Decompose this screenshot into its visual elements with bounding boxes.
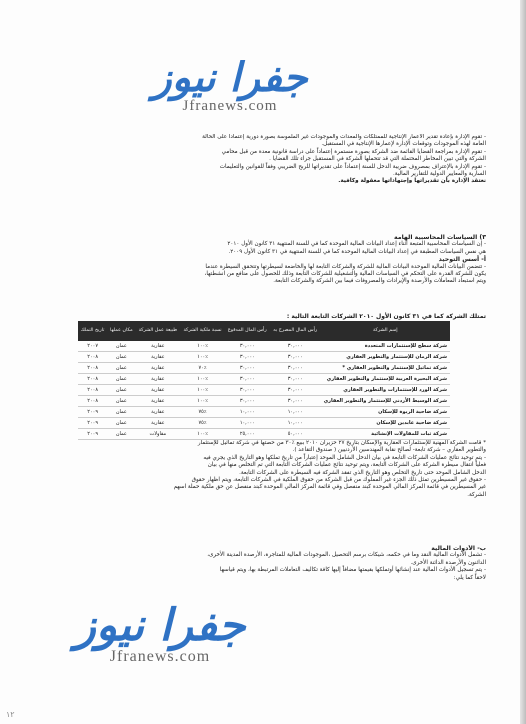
column-header: مكان عملها (107, 321, 135, 341)
text-line: السارية والمعايير الدولية للتقارير المالية. (392, 171, 486, 178)
cell-location: عمان (107, 374, 135, 385)
cell-ownership: ٪١٠٠ (180, 374, 224, 385)
cell-date: ٢٠٠٩ (78, 418, 107, 429)
cell-authorized-capital: ٣٠,٠٠٠ (270, 363, 321, 374)
cell-company: شركة سطح للإستثمارات المتعددة (321, 341, 450, 352)
cell-date: ٢٠٠٨ (78, 396, 107, 407)
column-header: رأس المال المصرح به (270, 321, 321, 341)
table-row (78, 374, 450, 385)
column-header: تاريخ التملك (78, 321, 107, 341)
cell-paid-capital: ١٠,٠٠٠ (225, 407, 270, 418)
logo-arabic: جفرا نيوز (152, 54, 308, 101)
watermark-logo-top (150, 56, 310, 115)
cell-date: ٢٠٠٩ (78, 407, 107, 418)
cell-location: عمان (107, 385, 135, 396)
cell-activity: عقارية (135, 396, 180, 407)
cell-paid-capital: ٣٠,٠٠٠ (225, 385, 270, 396)
cell-activity: عقارية (135, 363, 180, 374)
table-header-row (78, 321, 450, 341)
cell-location: عمان (107, 341, 135, 352)
text-line: والتطوير العقاري – شركة تابعة- لصالح نقابة المهندسين الأردنيين ( صندوق التقاعد ). (292, 447, 486, 454)
cell-activity: عقارية (135, 341, 180, 352)
cell-activity: عقارية (135, 374, 180, 385)
cell-company: شركة ثبات للمقاولات الإنشائية (321, 429, 450, 440)
cell-location: عمان (107, 352, 135, 363)
cell-company: شركة الوسيط الأردني للإستثمار والتطوير العقاري (321, 396, 450, 407)
cell-activity: مقاولات (135, 429, 180, 440)
cell-ownership: ٪١٠٠ (180, 385, 224, 396)
text-line: فعلياً انتقال سيطرة الشركة على الشركات التابعة، ويتم توحيد نتائج عمليات الشركات التابعة التي تم التخلص منها في بيان (207, 462, 486, 469)
table-row (78, 418, 450, 429)
cell-paid-capital: ٣٠,٠٠٠ (225, 363, 270, 374)
text-line: - تقوم الإدارة بمراجعة القضايا القائمة ضد الشركة بصورة مستمرة إعتماداً على دراسة قانونية معدة من قبل محامي (221, 148, 486, 155)
text-line: الشركة والتي تبين المخاطر المحتملة التي قد تتحملها الشركة في المستقبل جراء تلك القضايا . (269, 156, 486, 163)
text-line: - تتضمن البيانات المالية الموحدة البيانات المالية للشركة والشركات التابعة لها والخاضعة لسيطرتها وتتحقق السيطرة عندما (205, 263, 486, 270)
text-line: - إن السياسات المحاسبية المتبعة أثناء إعداد البيانات المالية الموحدة كما في للسنة المنتهية ٣١ كانون الأول ٢٠١٠ (227, 241, 486, 248)
text-line: - يتم توحيد نتائج عمليات الشركات التابعة في بيان الدخل الشامل الموحد إعتباراً من تاريخ تملكها وهو التاريخ الذي يجري فيه (203, 454, 486, 461)
cell-activity: عقارية (135, 418, 180, 429)
scan-edge (520, 0, 526, 724)
accounting-policies-section (86, 234, 486, 286)
cell-date: ٢٠٠٨ (78, 374, 107, 385)
logo-arabic: جفرا نيوز (74, 600, 246, 651)
cell-ownership: ٪٧٥ (180, 418, 224, 429)
cell-location: عمان (107, 363, 135, 374)
cell-company: شركة ضاحية عابدين للإسكان (321, 418, 450, 429)
cell-authorized-capital: ١٠,٠٠٠ (270, 418, 321, 429)
cell-ownership: ٪٧٠ (180, 363, 224, 374)
cell-activity: عقارية (135, 385, 180, 396)
cell-activity: عقارية (135, 407, 180, 418)
cell-authorized-capital: ٣٠,٠٠٠ (270, 385, 321, 396)
cell-location: عمان (107, 429, 135, 440)
cell-company: شركة ضاحية الربوة للإسكان (321, 407, 450, 418)
text-line: يكون للشركة القدرة على التحكم في السياسات المالية والتشغيلية للشركات التابعة وذلك للحصول على منافع من انشطتها، (204, 271, 486, 278)
cell-paid-capital: ٣٠,٠٠٠ (225, 396, 270, 407)
page-number: ١٢ (6, 710, 15, 719)
cell-date: ٢٠٠٨ (78, 385, 107, 396)
text-line: لاحقاً كما يلي: (453, 574, 486, 581)
cell-company: شركة البحيرة العربية للإستثمار والتطوير العقاري (321, 374, 450, 385)
consolidation-notes (86, 440, 486, 499)
column-header: رأس المال المدفوع (225, 321, 270, 341)
table-row (78, 429, 450, 440)
logo-url: Jfranews.com (109, 648, 211, 665)
section-heading: ٣) السياسات المحاسبية الهامة (394, 234, 486, 241)
text-line: - يتم تسجيل الأدوات المالية عند إنشائها أوتملكها بقيمتها مضافاً إليها كافة تكاليف التعاملات المرتبطة بها، ويتم قياسها (219, 567, 486, 574)
text-line: العامة لهذه الموجودات وتوقعات الإدارة لإعمارها الإنتاجية في المستقبل. (321, 141, 486, 148)
text-line: نعتقد الإدارة بأن تقديراتها وإجتهاداتها معقولة وكافية. (338, 178, 486, 185)
cell-authorized-capital: ٣٠,٠٠٠ (270, 341, 321, 352)
text-line: الدخل الشامل الموحد حتى تاريخ التخلص وهو التاريخ الذي تفقد الشركة فيه السيطرة على الشركات التابعة. (239, 469, 486, 476)
cell-paid-capital: ٣٠,٠٠٠ (225, 341, 270, 352)
cell-authorized-capital: ٣٠,٠٠٠ (270, 396, 321, 407)
table-caption: تمتلك الشركة كما في ٣١ كانون الأول ٢٠١٠ الشركات التابعة التالية : (286, 313, 486, 320)
cell-company: شركة الورد للإستثمارات والتطوير العقاري (321, 385, 450, 396)
cell-ownership: ٪٧٥ (180, 407, 224, 418)
table-row (78, 341, 450, 352)
cell-date: ٢٠٠٧ (78, 341, 107, 352)
subsection-heading: ب- الأدوات المالية (431, 545, 486, 552)
cell-location: عمان (107, 396, 135, 407)
cell-date: ٢٠٠٩ (78, 429, 107, 440)
cell-paid-capital: ٢٥,٠٠٠ (225, 429, 270, 440)
logo-url: Jfranews.com (182, 98, 278, 114)
cell-paid-capital: ٣٠,٠٠٠ (225, 374, 270, 385)
column-header: إسم الشركة (321, 321, 450, 341)
watermark-logo-bottom (65, 602, 255, 666)
cell-location: عمان (107, 418, 135, 429)
cell-company: شركة تماثيل للإستثمار والتطوير العقاري * (321, 363, 450, 374)
financial-instruments-section (86, 545, 486, 582)
text-line: غير المسيطرين في قائمة المركز المالي الموحدة كبند منفصل وفي قائمة المركز المالي الموحدة كبند منفصل عن حق ملكية حملة اسهم (173, 484, 486, 491)
estimates-paragraph (86, 134, 486, 186)
text-line: هي نفس السياسات المطبقة في إعداد البيانات المالية الموحدة كما في للسنة المنتهية في ٣١ كانون الأول ٢٠٠٩. (228, 248, 486, 255)
cell-company: شركة الرمان للإستثمار والتطوير العقاري (321, 352, 450, 363)
text-line: ويتم استبعاد المعاملات والأرصدة والإيرادات والمصروفات فيما بين الشركة والشركات التابعة. (273, 278, 486, 285)
cell-ownership: ٪١٠٠ (180, 352, 224, 363)
text-line: الشركة. (467, 491, 486, 498)
cell-authorized-capital: ١٠,٠٠٠ (270, 407, 321, 418)
column-header: طبيعة عمل الشركة (135, 321, 180, 341)
table-row (78, 363, 450, 374)
cell-date: ٢٠٠٨ (78, 352, 107, 363)
cell-authorized-capital: ٥٠,٠٠٠ (270, 429, 321, 440)
text-line: - تشمل الأدوات المالية النقد وما في حكمه، شيكات برسم التحصيل ،الموجودات المالية للمتاجرة، الأرصدة المدينة الأخرى، (207, 552, 486, 559)
cell-authorized-capital: ٣٠,٠٠٠ (270, 374, 321, 385)
cell-location: عمان (107, 407, 135, 418)
cell-paid-capital: ١٠,٠٠٠ (225, 418, 270, 429)
cell-ownership: ٪١٠٠ (180, 396, 224, 407)
table-row (78, 385, 450, 396)
cell-ownership: ٪١٠٠ (180, 429, 224, 440)
table-row (78, 407, 450, 418)
cell-ownership: ٪١٠٠ (180, 341, 224, 352)
cell-activity: عقارية (135, 352, 180, 363)
subsidiaries-table (78, 321, 450, 440)
text-line: - حقوق غير المسيطرين تمثل ذلك الجزء غير المملوك من قبل الشركة من حقوق الملكية في الشركات التابعة، ويتم اظهار حقوق (191, 477, 486, 484)
column-header: نسبة ملكية الشركة (180, 321, 224, 341)
cell-date: ٢٠٠٨ (78, 363, 107, 374)
text-line: - تقوم الإدارة بالإعتراف بمصروف ضريبة الدخل للسنة إعتماداً على تقديراتها للربح الضريبي وفقاً للقوانين والتعليمات (219, 163, 486, 170)
cell-authorized-capital: ٣٠,٠٠٠ (270, 352, 321, 363)
subsection-heading: أ- أسس التوحيد (438, 256, 486, 264)
text-line: * قامت الشركة المهنية للإستثمارات العقارية والإسكان بتاريخ ٢٧ حزيران ٢٠١٠ ببيع ٪٣٠ من حصتها في شركة تماثيل للإستثمار (197, 440, 486, 446)
text-line: الدائنون والأرصدة الدائنة الأخرى. (410, 559, 486, 566)
text-line: - تقوم الإدارة بإعادة تقدير الأعمار الإنتاجية للممتلكات والمعدات والموجودات غير الملموسة بصورة دورية إعتماداً على الحالة (202, 134, 486, 140)
table-row (78, 396, 450, 407)
cell-paid-capital: ٣٠,٠٠٠ (225, 352, 270, 363)
table-row (78, 352, 450, 363)
